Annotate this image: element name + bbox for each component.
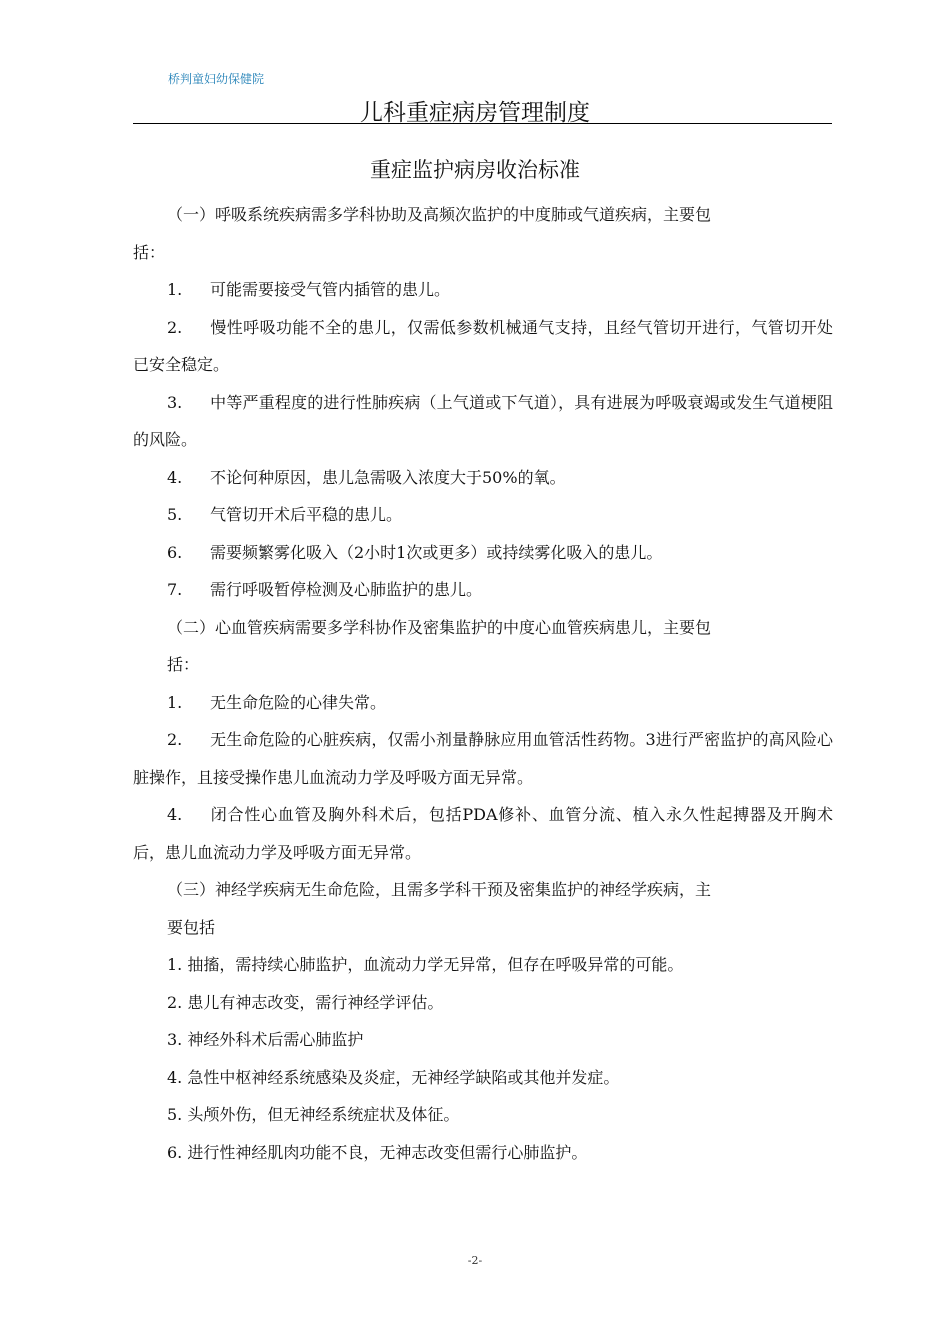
- respiratory-item: [133, 571, 833, 609]
- item-text: 无生命危险的心律失常。: [210, 692, 387, 712]
- neuro-item: 3. 神经外科术后需心肺监护: [167, 1030, 364, 1049]
- item-text: 无生命危险的心脏疾病，仅需小剂量静脉应用血管活性药物。3进行严密监护的高风险心脏操作，且接受操作患儿血流动力学及呼吸方面无异常。: [133, 730, 833, 787]
- neuro-heading-cont: 要包括: [167, 917, 216, 937]
- item-text: 气管切开术后平稳的患儿。: [210, 505, 403, 524]
- cardio-item: [133, 796, 833, 871]
- item-text: 闭合性心血管及胸外科术后，包括PDA修补、血管分流、植入永久性起搏器及开胸术后，患儿血流动力学及呼吸方面无异常。: [133, 805, 833, 862]
- respiratory-item: [133, 496, 833, 534]
- item-text: 需要频繁雾化吸入（2小时1次或更多）或持续雾化吸入的患儿。: [210, 542, 663, 562]
- item-number: 2.: [167, 730, 183, 749]
- respiratory-item: [133, 459, 833, 497]
- cardio-heading: （二）心血管疾病需要多学科协作及密集监护的中度心血管疾病患儿，主要包: [167, 617, 712, 637]
- respiratory-heading-cont: 括：: [133, 242, 166, 262]
- item-number: 7.: [167, 580, 183, 599]
- item-text: 中等严重程度的进行性肺疾病（上气道或下气道），具有进展为呼吸衰竭或发生气道梗阻的风险。: [133, 392, 833, 449]
- neuro-item: 1. 抽搐，需持续心肺监护，血流动力学无异常，但存在呼吸异常的可能。: [167, 955, 684, 974]
- item-number: 6.: [167, 542, 183, 562]
- neuro-heading: （三）神经学疾病无生命危险，且需多学科干预及密集监护的神经学疾病，主: [167, 880, 712, 899]
- header-rule: [133, 123, 832, 124]
- respiratory-heading: （一）呼吸系统疾病需多学科协助及高频次监护的中度肺或气道疾病，主要包: [167, 205, 712, 224]
- item-text: 需行呼吸暂停检测及心肺监护的患儿。: [210, 580, 483, 599]
- respiratory-item: [133, 534, 833, 572]
- respiratory-item: [133, 271, 833, 309]
- section-title: 重症监护病房收治标准: [370, 158, 580, 182]
- item-number: 5.: [167, 505, 183, 524]
- item-number: 1.: [167, 280, 183, 299]
- item-number: 4.: [167, 805, 183, 824]
- neuro-item: 4. 急性中枢神经系统感染及炎症，无神经学缺陷或其他并发症。: [167, 1067, 620, 1087]
- neuro-item: 5. 头颅外伤，但无神经系统症状及体征。: [167, 1105, 460, 1124]
- item-text: 不论何种原因，患儿急需吸入浓度大于50%的氧。: [210, 467, 566, 487]
- item-number: 4.: [167, 467, 183, 487]
- document-body: [133, 196, 833, 1171]
- cardio-item: [133, 721, 833, 796]
- item-number: 2.: [167, 317, 183, 337]
- item-text: 可能需要接受气管内插管的患儿。: [210, 280, 451, 299]
- hospital-name: 桥判童妇幼保健院: [168, 72, 265, 86]
- neuro-item: 2. 患儿有神志改变，需行神经学评估。: [167, 992, 444, 1012]
- item-text: 慢性呼吸功能不全的患儿，仅需低参数机械通气支持，且经气管切开进行，气管切开处已安全稳定。: [133, 317, 833, 374]
- item-number: 3.: [167, 392, 183, 412]
- neuro-item: 6. 进行性神经肌肉功能不良，无神志改变但需行心肺监护。: [167, 1142, 588, 1162]
- cardio-item: [133, 684, 833, 722]
- item-number: 1.: [167, 692, 183, 712]
- document-title: 儿科重症病房管理制度: [360, 100, 590, 126]
- respiratory-item: [133, 309, 833, 384]
- page-number: -2-: [467, 1254, 483, 1267]
- respiratory-item: [133, 384, 833, 459]
- cardio-heading-cont: 括：: [167, 655, 200, 674]
